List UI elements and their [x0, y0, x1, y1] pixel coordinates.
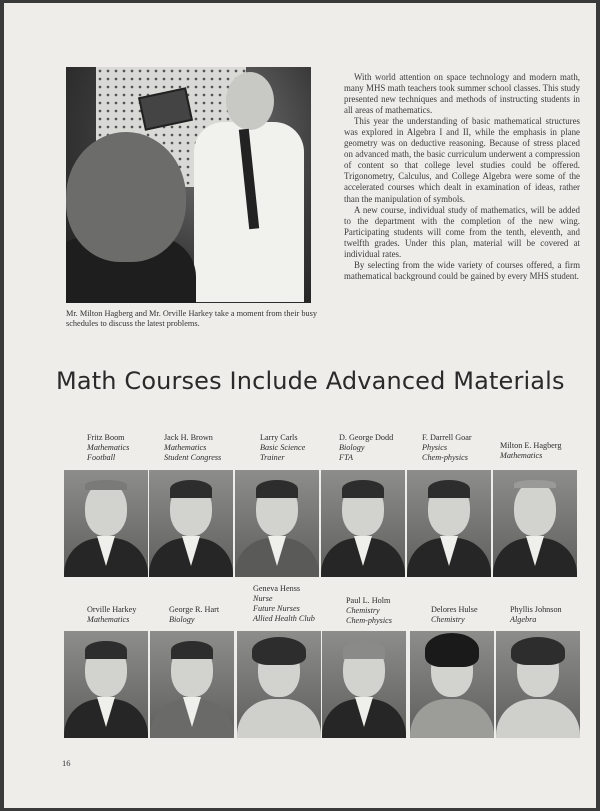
faculty-role: Future Nurses	[253, 604, 300, 613]
faculty-role: Football	[87, 453, 116, 462]
faculty-role: Mathematics	[164, 443, 207, 452]
article-paragraph: By selecting from the wide variety of courses offered, a firm mathematical background could be gained by every MHS student.	[344, 259, 580, 281]
faculty-label	[87, 605, 177, 625]
article-paragraph: This year the understanding of basic mathematical structures was explored in Algebra I and II, while the emphasis in plane geometry was on deductive reasoning. Because of stress placed on advanced math, the basic curriculum underwent a compression of content so that college level studies could be offered. Trigonometry, Calculus, and College Algebra were some of the accelerated courses which dealt in examination of ideas, rather than the manipulation of symbols.	[344, 116, 580, 204]
faculty-role: Chem-physics	[346, 616, 392, 625]
faculty-label	[164, 433, 254, 463]
article-body	[344, 72, 580, 282]
faculty-role: Mathematics	[87, 615, 130, 624]
article-paragraph: With world attention on space technology and modern math, many MHS math teachers took summer school classes. This study presented new techniques and methods of instructing students in all areas of mathematics.	[344, 72, 580, 116]
faculty-name: F. Darrell Goar	[422, 433, 472, 442]
faculty-portrait	[410, 631, 494, 738]
faculty-portrait	[64, 631, 148, 738]
faculty-label	[339, 433, 429, 463]
faculty-portrait	[235, 470, 319, 577]
faculty-role: Nurse	[253, 594, 273, 603]
faculty-name: Fritz Boom	[87, 433, 125, 442]
faculty-portrait	[407, 470, 491, 577]
faculty-role: Mathematics	[87, 443, 130, 452]
faculty-name: Larry Carls	[260, 433, 298, 442]
faculty-role: Physics	[422, 443, 448, 452]
faculty-role: Biology	[339, 443, 365, 452]
faculty-portrait	[321, 470, 405, 577]
faculty-portrait	[322, 631, 406, 738]
faculty-role: Biology	[169, 615, 195, 624]
teachers-photo	[66, 67, 311, 303]
faculty-role: Allied Health Club	[253, 614, 315, 623]
faculty-name: Paul L. Holm	[346, 596, 391, 605]
faculty-label	[169, 605, 259, 625]
faculty-role: Algebra	[510, 615, 537, 624]
faculty-role: Mathematics	[500, 451, 543, 460]
faculty-name: Orville Harkey	[87, 605, 137, 614]
photo-caption: Mr. Milton Hagberg and Mr. Orville Harkey take a moment from their busy schedules to discuss the latest problems.	[66, 309, 318, 328]
faculty-name: Geneva Henss	[253, 584, 301, 593]
faculty-label	[510, 605, 600, 625]
page-title: Math Courses Include Advanced Materials	[56, 367, 565, 395]
faculty-portrait	[496, 631, 580, 738]
faculty-portrait	[237, 631, 321, 738]
faculty-role: Trainer	[260, 453, 285, 462]
faculty-role: Chemistry	[431, 615, 465, 624]
faculty-role: Chemistry	[346, 606, 380, 615]
faculty-role: Chem-physics	[422, 453, 468, 462]
faculty-label	[346, 596, 436, 626]
faculty-name: Delores Hulse	[431, 605, 478, 614]
faculty-portrait	[64, 470, 148, 577]
faculty-label	[260, 433, 350, 463]
faculty-role: FTA	[339, 453, 353, 462]
faculty-label	[500, 441, 590, 461]
page-number: 16	[62, 758, 71, 768]
faculty-label	[422, 433, 512, 463]
faculty-label	[253, 584, 333, 624]
faculty-role: Basic Science	[260, 443, 306, 452]
seated-teacher-head	[66, 132, 186, 262]
faculty-portrait	[149, 470, 233, 577]
faculty-name: Phyllis Johnson	[510, 605, 562, 614]
faculty-label	[431, 605, 521, 625]
faculty-portrait	[493, 470, 577, 577]
faculty-name: Jack H. Brown	[164, 433, 213, 442]
faculty-role: Student Congress	[164, 453, 222, 462]
yearbook-page	[4, 3, 596, 808]
standing-teacher-head	[226, 72, 274, 130]
faculty-name: D. George Dodd	[339, 433, 394, 442]
faculty-name: George R. Hart	[169, 605, 220, 614]
faculty-name: Milton E. Hagberg	[500, 441, 562, 450]
faculty-portrait	[150, 631, 234, 738]
article-paragraph: A new course, individual study of mathematics, will be added to the department with the completion of the new wing. Participating students will come from the tenth, eleventh, and twelfth grades. Under this plan, material will be covered at individual rates.	[344, 204, 580, 259]
